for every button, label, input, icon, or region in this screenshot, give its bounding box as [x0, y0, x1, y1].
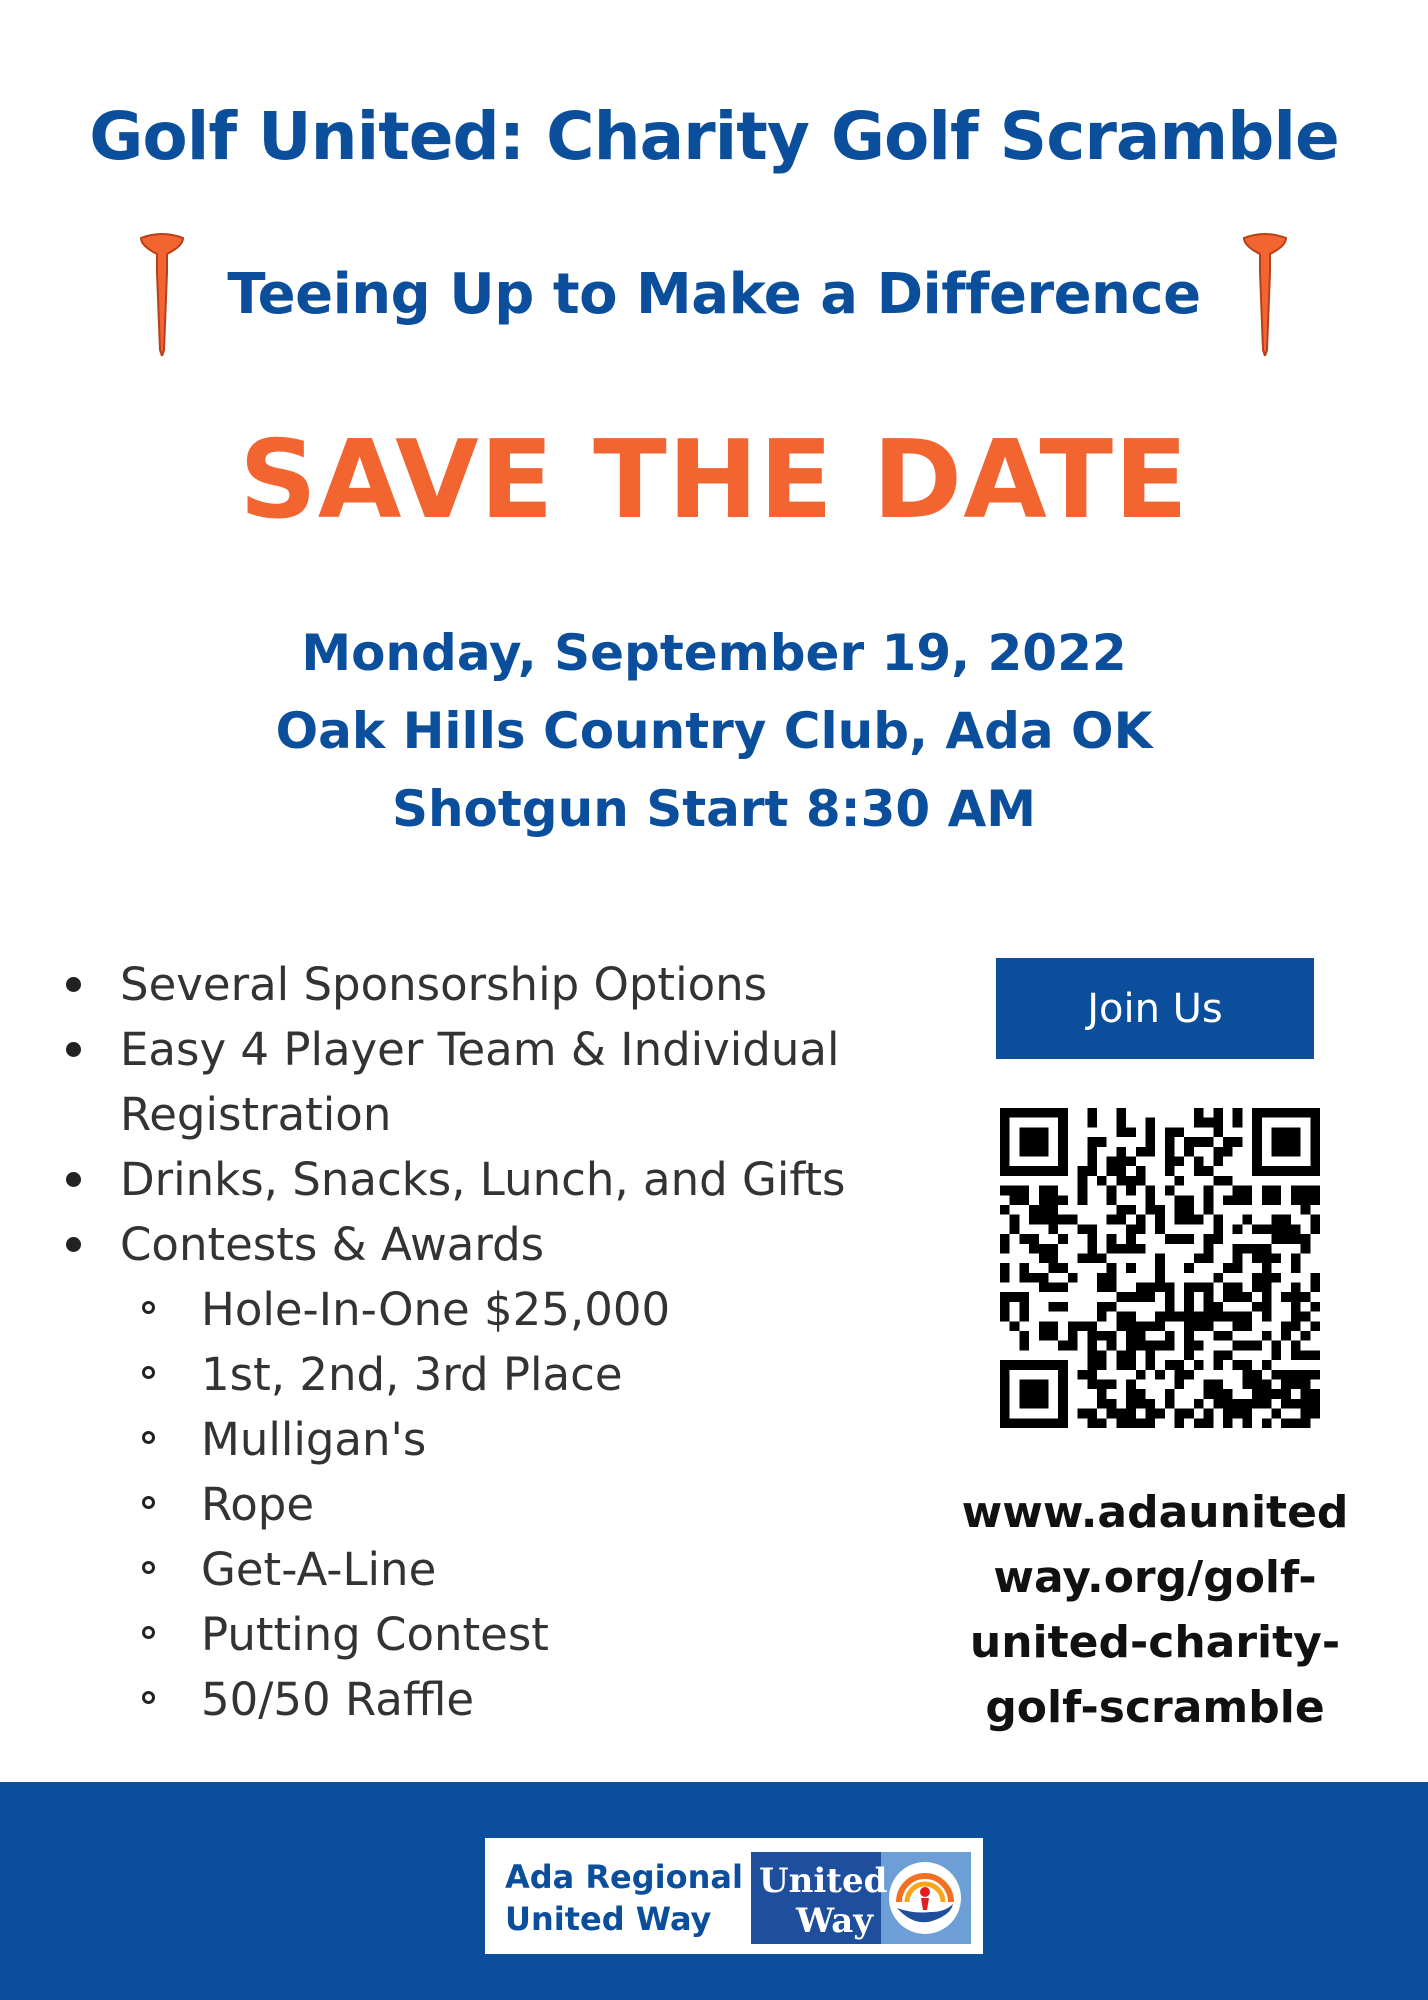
event-location: Oak Hills Country Club, Ada OK	[275, 702, 1153, 760]
event-date: Monday, September 19, 2022	[301, 624, 1127, 682]
event-subtitle: Teeing Up to Make a Difference	[227, 262, 1201, 327]
contest-item: Putting Contest	[60, 1602, 940, 1667]
circle-bullet-icon	[142, 1431, 155, 1444]
qr-code-icon[interactable]	[1000, 1108, 1320, 1428]
registration-url[interactable]: www.adaunited way.org/golf- united-charity- golf-scramble	[961, 1487, 1349, 1733]
save-the-date-heading: SAVE THE DATE	[239, 418, 1189, 543]
contest-item: 1st, 2nd, 3rd Place	[60, 1342, 940, 1407]
circle-bullet-icon	[142, 1691, 155, 1704]
bullet-icon	[66, 1042, 81, 1057]
event-start-time: Shotgun Start 8:30 AM	[391, 780, 1037, 838]
event-title: Golf United: Charity Golf Scramble	[89, 98, 1339, 175]
contest-item: Get-A-Line	[60, 1537, 940, 1602]
circle-bullet-icon	[142, 1561, 155, 1574]
logo-word-united: United	[759, 1861, 888, 1901]
united-way-hand-icon	[751, 1852, 971, 1944]
golf-tee-icon	[1240, 232, 1290, 356]
contest-item: Hole-In-One $25,000	[60, 1277, 940, 1342]
contest-item: Mulligan's	[60, 1407, 940, 1472]
list-item: Drinks, Snacks, Lunch, and Gifts	[60, 1147, 940, 1212]
list-item: Several Sponsorship Options	[60, 952, 940, 1017]
join-us-button[interactable]: Join Us	[996, 958, 1314, 1059]
bullet-icon	[66, 1172, 81, 1187]
circle-bullet-icon	[142, 1626, 155, 1639]
list-item-continuation: Registration	[120, 1088, 392, 1141]
circle-bullet-icon	[142, 1366, 155, 1379]
bullet-icon	[66, 977, 81, 992]
circle-bullet-icon	[142, 1301, 155, 1314]
event-details	[0, 614, 1428, 848]
org-name: Ada Regional United Way	[505, 1858, 743, 1938]
logo-word-way: Way	[795, 1901, 873, 1941]
circle-bullet-icon	[142, 1496, 155, 1509]
bullet-icon	[66, 1237, 81, 1252]
contest-item: 50/50 Raffle	[60, 1667, 940, 1732]
united-way-logo	[485, 1838, 983, 1954]
feature-list	[60, 952, 940, 1732]
contest-item: Rope	[60, 1472, 940, 1537]
list-item: Easy 4 Player Team & Individual	[60, 1017, 940, 1082]
list-item: Contests & Awards	[60, 1212, 940, 1277]
